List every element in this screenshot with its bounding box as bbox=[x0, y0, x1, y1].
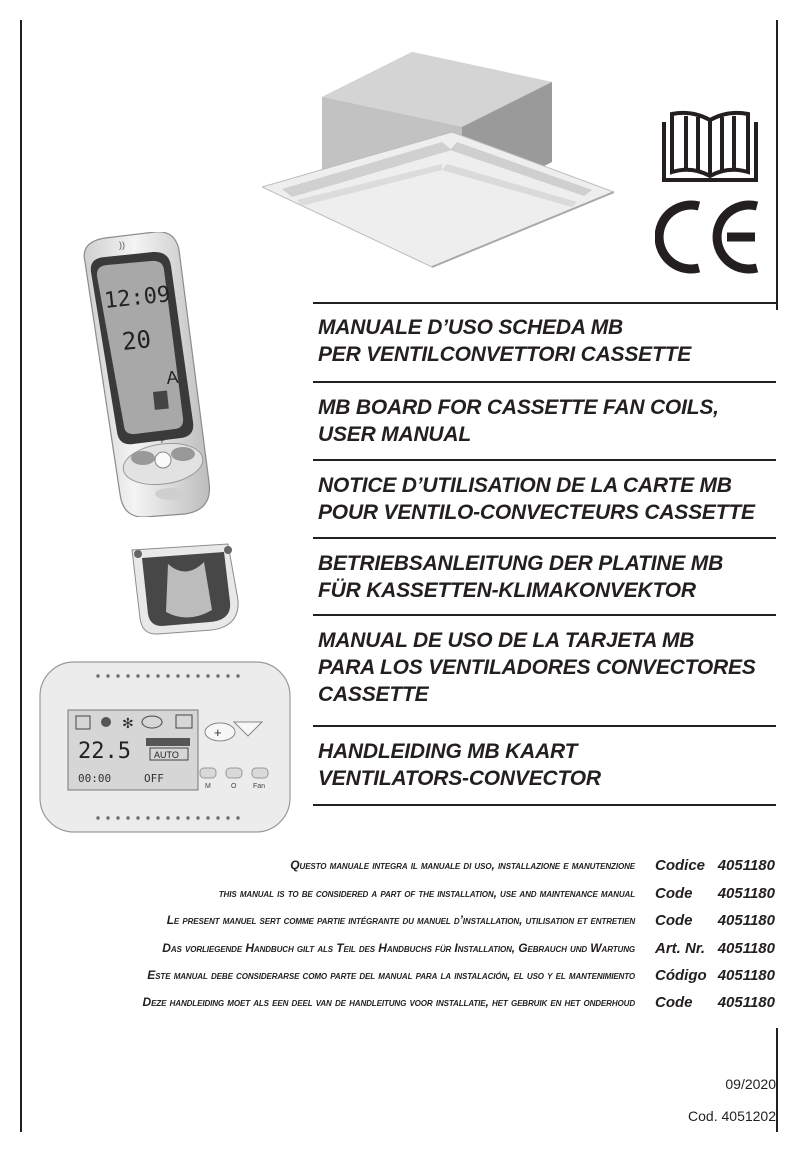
title-german-line2: FÜR KASSETTEN-KLIMAKONVEKTOR bbox=[318, 579, 696, 602]
thermostat-btn-o: O bbox=[231, 783, 237, 790]
thermostat-state: OFF bbox=[144, 772, 164, 785]
reference-row-english bbox=[0, 880, 777, 904]
title-german bbox=[318, 550, 788, 604]
reference-text: this manual is to be considered a part of the installation, use and maintenance manual bbox=[218, 886, 635, 900]
title-spanish-line1: MANUAL DE USO DE LA TARJETA MB bbox=[318, 629, 695, 652]
separator-3 bbox=[313, 459, 776, 461]
manual-book-icon bbox=[660, 108, 760, 188]
reference-row-italian bbox=[0, 852, 777, 876]
reference-label: Code bbox=[655, 912, 693, 929]
publication-date: 09/2020 bbox=[725, 1076, 776, 1092]
document-code: Cod. 4051202 bbox=[688, 1108, 776, 1124]
title-german-line1: BETRIEBSANLEITUNG DER PLATINE MB bbox=[318, 552, 724, 575]
thermostat-btn-m: M bbox=[205, 783, 211, 790]
svg-text:+: + bbox=[159, 436, 165, 447]
wall-thermostat-illustration bbox=[38, 660, 293, 835]
remote-holder-illustration bbox=[128, 540, 243, 635]
separator-5 bbox=[313, 614, 776, 616]
title-english-line1: MB BOARD FOR CASSETTE FAN COILS, bbox=[318, 396, 719, 419]
right-border-line bbox=[776, 20, 778, 310]
reference-label: Código bbox=[655, 967, 707, 984]
reference-label: Code bbox=[655, 885, 693, 902]
reference-code: 4051180 bbox=[717, 940, 775, 957]
title-french-line2: POUR VENTILO-CONVECTEURS CASSETTE bbox=[318, 501, 755, 524]
separator-4 bbox=[313, 537, 776, 539]
svg-text:✻: ✻ bbox=[122, 715, 134, 731]
remote-time: 12:09 bbox=[103, 282, 172, 314]
reference-row-german bbox=[0, 935, 777, 959]
title-spanish bbox=[318, 627, 788, 708]
reference-code: 4051180 bbox=[717, 885, 775, 902]
title-dutch bbox=[318, 738, 788, 792]
reference-text: Das vorliegende Handbuch gilt als Teil des Handbuchs für Installation, Gebrauch und Wartung bbox=[162, 941, 635, 955]
separator-7 bbox=[313, 804, 776, 806]
title-italian-line1: MANUALE D’USO SCHEDA MB bbox=[318, 316, 623, 339]
reference-label: Codice bbox=[655, 857, 706, 874]
remote-mode: A bbox=[165, 366, 180, 388]
cassette-unit-illustration bbox=[262, 42, 614, 272]
reference-text: Questo manuale integra il manuale di uso, installazione e manutenzione bbox=[290, 858, 635, 872]
thermostat-btn-fan: Fan bbox=[253, 783, 266, 790]
title-english bbox=[318, 394, 788, 448]
separator-6 bbox=[313, 725, 776, 727]
separator-1 bbox=[313, 302, 776, 304]
right-border-line-lower bbox=[776, 1028, 778, 1132]
reference-row-spanish bbox=[0, 962, 777, 986]
separator-2 bbox=[313, 381, 776, 383]
thermostat-mode: AUTO bbox=[154, 750, 179, 760]
title-italian bbox=[318, 314, 788, 368]
title-english-line2: USER MANUAL bbox=[318, 423, 471, 446]
title-italian-line2: PER VENTILCONVETTORI CASSETTE bbox=[318, 343, 692, 366]
reference-text: Este manual debe considerarse como parte del manual para la instalación, el uso y el mantenimiento bbox=[147, 968, 635, 982]
thermostat-clock: 00:00 bbox=[78, 772, 112, 785]
svg-text:)): )) bbox=[119, 240, 125, 250]
reference-label: Art. Nr. bbox=[655, 940, 706, 957]
title-spanish-line3: CASSETTE bbox=[318, 683, 429, 706]
thermostat-temp: 22.5 bbox=[78, 739, 131, 764]
reference-code: 4051180 bbox=[717, 967, 775, 984]
ce-mark-icon bbox=[655, 198, 765, 276]
reference-row-french bbox=[0, 907, 777, 931]
title-dutch-line1: HANDLEIDING MB KAART bbox=[318, 740, 578, 763]
reference-label: Code bbox=[655, 994, 693, 1011]
title-french-line1: NOTICE D’UTILISATION DE LA CARTE MB bbox=[318, 474, 732, 497]
title-french bbox=[318, 472, 788, 526]
title-dutch-line2: VENTILATORS-CONVECTOR bbox=[318, 767, 601, 790]
svg-text:+: + bbox=[214, 725, 222, 740]
reference-code: 4051180 bbox=[717, 912, 775, 929]
reference-code: 4051180 bbox=[717, 994, 775, 1011]
remote-control-illustration bbox=[75, 232, 215, 517]
reference-code: 4051180 bbox=[717, 857, 775, 874]
remote-temp: 20 bbox=[120, 325, 153, 356]
reference-text: Deze handleiding moet als een deel van de handleitung voor installatie, het gebruik en het onderhoud bbox=[142, 995, 635, 1009]
title-spanish-line2: PARA LOS VENTILADORES CONVECTORES bbox=[318, 656, 756, 679]
reference-text: Le present manuel sert comme partie intégrante du manuel d’installation, utilisation et entretien bbox=[166, 913, 635, 927]
reference-row-dutch bbox=[0, 989, 777, 1013]
